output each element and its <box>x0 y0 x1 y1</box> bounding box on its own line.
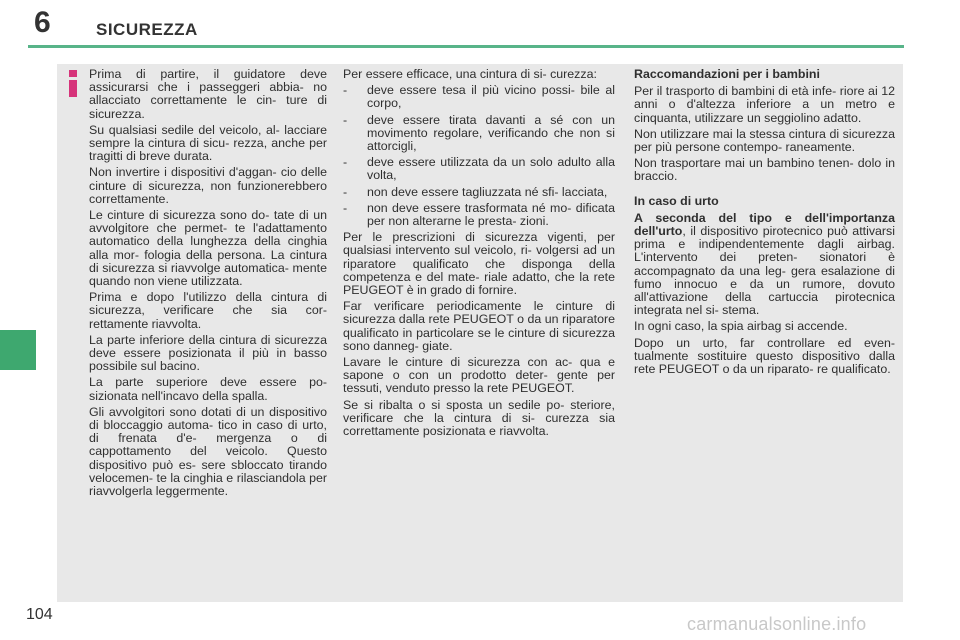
col3-paragraph: Non utilizzare mai la stessa cintura di sicurezza per più persone contempo- raneamente. <box>634 126 895 155</box>
col1-paragraph: Gli avvolgitori sono dotati di un dispositivo di bloccaggio automa- tico in caso di urto, di frenata d'e- mergenza o di cappottamento del veicolo. Questo dispositivo può es- sere sbloccato tirando velocemen- te la cinghia e rilasciandola per riavvolgerla leggermente. <box>89 404 327 499</box>
col1-paragraph: Prima e dopo l'utilizzo della cintura di sicurezza, verificare che sia cor- rettamente riavvolta. <box>89 290 327 331</box>
lead-rest: , il dispositivo pirotecnico può attivarsi prima e indipendentemente dagli airbag. L'intervento dei preten- sionatori è accompagnato da una leg- gera esalazione di fumo innocuo e da un rumore, dovuto all'attivazione della cartuccia pirotecnica integrata nel si- stema. <box>634 224 895 318</box>
col1-paragraph: Non invertire i dispositivi d'aggan- cio delle cinture di sicurezza, non funzionerebbero correttamente. <box>89 165 327 206</box>
chapter-number: 6 <box>34 6 51 39</box>
col3-paragraph: In ogni caso, la spia airbag si accende. <box>634 319 848 334</box>
list-item: - deve essere utilizzata da un solo adulto alla volta, <box>343 156 615 182</box>
column-2 <box>343 68 615 441</box>
column-3 <box>634 68 895 379</box>
col1-paragraph: La parte inferiore della cintura di sicurezza deve essere posizionata il più in basso possibile sul bacino. <box>89 332 327 374</box>
col2-paragraph: Lavare le cinture di sicurezza con ac- qua e sapone o con un prodotto deter- gente per tessuti, venduto presso la rete PEUGEOT. <box>343 355 615 396</box>
col1-paragraph: Le cinture di sicurezza sono do- tate di un avvolgitore che permet- te l'adattamento automatico della lunghezza della cinghia alla mor- fologia della persona. La cintura di sicurezza si riavvolge automatica- mente quando non viene utilizzata. <box>89 208 327 289</box>
info-icon <box>66 70 80 98</box>
chapter-side-tab <box>0 330 36 370</box>
col2-paragraph: Se si ribalta o si sposta un sedile po- steriore, verificare che la cintura di si- curezza sia correttamente posizionata e riavvolta. <box>343 397 615 439</box>
col3-paragraph: Dopo un urto, far controllare ed even- tualmente sostituire questo dispositivo dalla rete PEUGEOT o da un riparato- re qualificato. <box>634 335 895 377</box>
belt-requirements-list <box>343 84 615 228</box>
list-item: - deve essere tirata davanti a sé con un movimento regolare, verificando che non si attorcigli, <box>343 114 615 154</box>
list-item: - non deve essere tagliuzzata né sfi- lacciata, <box>343 186 615 199</box>
watermark: carmanualsonline.info <box>687 614 867 634</box>
col1-paragraph: Su qualsiasi sedile del veicolo, al- lacciare sempre la cintura di sicu- rezza, anche per tragitti di breve durata. <box>89 122 327 164</box>
list-item: - non deve essere trasformata né mo- dificata per non alterarne le presta- zioni. <box>343 202 615 228</box>
col2-paragraph: Far verificare periodicamente le cinture di sicurezza dalla rete PEUGEOT o da un riparatore qualificato in particolare se le cinture di sicurezza sono danneg- giate. <box>343 299 615 353</box>
col2-intro: Per essere efficace, una cintura di si- curezza: <box>343 67 597 81</box>
chapter-title: SICUREZZA <box>96 20 198 39</box>
col1-paragraph: Prima di partire, il guidatore deve assicurarsi che i passeggeri abbia- no allacciato correttamente le cin- ture di sicurezza. <box>89 67 327 121</box>
bold-lead: A seconda del tipo e dell'importanza dell'urto <box>634 210 895 239</box>
col3-paragraph: Non trasportare mai un bambino tenen- dolo in braccio. <box>634 156 895 184</box>
col3-paragraph: Per il trasporto di bambini di età infe- riore ai 12 anni o d'altezza inferiore a un metro e cinquanta, utilizzare un seggiolino adatto. <box>634 84 895 125</box>
column-1 <box>89 68 327 501</box>
col2-paragraph: Per le prescrizioni di sicurezza vigenti, per qualsiasi intervento sul veicolo, ri- volgersi ad un riparatore qualificato che disponga della competenza e del mate- riale adatto, che la rete PEUGEOT è in grado di fornire. <box>343 230 615 298</box>
col1-paragraph: La parte superiore deve essere po- sizionata nell'incavo della spalla. <box>89 375 327 403</box>
heading-children: Raccomandazioni per i bambini <box>634 67 820 81</box>
header-rule <box>28 45 904 48</box>
page-number: 104 <box>26 606 53 623</box>
heading-collision: In caso di urto <box>634 193 719 208</box>
list-item: - deve essere tesa il più vicino possi- bile al corpo, <box>343 84 615 110</box>
col3-lead-paragraph <box>634 212 895 318</box>
